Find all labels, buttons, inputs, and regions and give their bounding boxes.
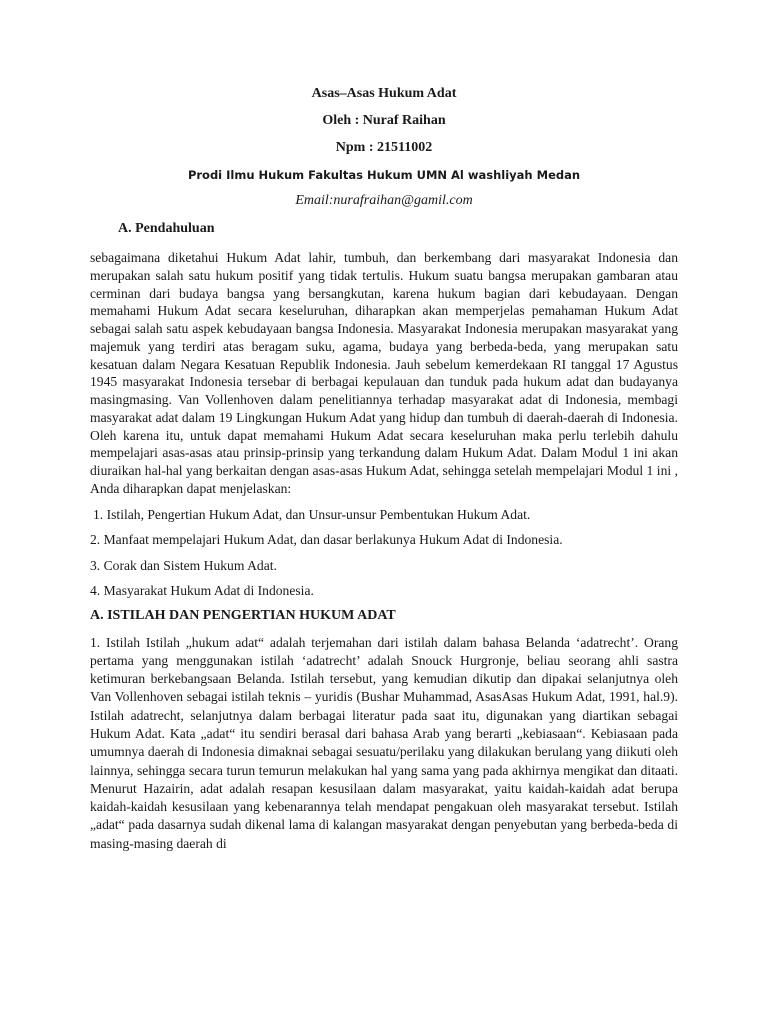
list-item: 4. Masyarakat Hukum Adat di Indonesia. — [90, 583, 314, 598]
section-heading-pendahuluan: A. Pendahuluan — [118, 221, 215, 236]
email-line: Email:nurafraihan@gamil.com — [295, 193, 473, 208]
author-line: Oleh : Nuraf Raihan — [322, 113, 446, 128]
document-page — [90, 86, 678, 853]
list-item: 3. Corak dan Sistem Hukum Adat. — [90, 557, 277, 573]
intro-paragraph: sebagaimana diketahui Hukum Adat lahir, tumbuh, dan berkembang dari masyarakat Indonesia dan merupakan salah satu hukum positif yang tidak tertulis. Hukum suatu bangsa merupakan gambaran atau cerminan dari budaya bangsa yang bersangkutan, karena hukum bagian dari kebudayaan. Dengan memahami Hukum Adat secara keseluruhan, diharapkan akan memperjelas pemahaman Hukum Adat sebagai salah satu aspek kebudayaan bangsa Indonesia. Masyarakat Indonesia merupakan masyarakat yang majemuk yang terdiri atas beragam suku, agama, budaya yang berbeda-beda, yang merupakan satu kesatuan dalam Negara Kesatuan Republik Indonesia. Jauh sebelum kemerdekaan RI tanggal 17 Agustus 1945 masyarakat Indonesia tersebar di berbagai kepulauan dan tunduk pada hukum adat dan budayanya masingmasing. Van Vollenhoven dalam penelitiannya terhadap masyarakat adat di Indonesia, membagi masyarakat adat dalam 19 Lingkungan Hukum Adat yang hidup dan tumbuh di daerah-daerah di Indonesia. Oleh karena itu, untuk dapat memahami Hukum Adat secara keseluruhan maka perlu terlebih dahulu mempelajari asas-asas atau prinsip-prinsip yang terkandung dalam Hukum Adat. Dalam Modul 1 ini akan diuraikan hal-hal yang berkaitan dengan asas-asas Hukum Adat, sehingga setelah mempelajari Modul 1 ini , Anda diharapkan dapat menjelaskan: — [90, 250, 678, 496]
list-item: 2. Manfaat mempelajari Hukum Adat, dan dasar berlakunya Hukum Adat di Indonesia. — [90, 532, 563, 547]
section-heading-istilah: A. ISTILAH DAN PENGERTIAN HUKUM ADAT — [90, 607, 396, 623]
npm-line: Npm : 21511002 — [335, 140, 433, 155]
prodi-line: Prodi Ilmu Hukum Fakultas Hukum UMN Al washliyah Medan — [187, 168, 581, 182]
list-item: 1. Istilah, Pengertian Hukum Adat, dan Unsur-unsur Pembentukan Hukum Adat. — [93, 506, 531, 522]
istilah-paragraph: 1. Istilah Istilah „hukum adat“ adalah terjemahan dari istilah dalam bahasa Belanda ‘adatrecht’. Orang pertama yang menggunakan istilah ‘adatrecht’ adalah Snouck Hurgronje, beliau seorang ahli sastra ketimuran berkebangsaan Belanda. Istilah tersebut, yang kemudian dikutip dan dipakai selanjutnya oleh Van Vollenhoven sebagai istilah teknis – yuridis (Bushar Muhammad, AsasAsas Hukum Adat, 1991, hal.9). Istilah adatrecht, selanjutnya dalam berbagai literatur pada saat itu, digunakan yang diartikan sebagai Hukum Adat. Kata „adat“ itu sendiri berasal dari bahasa Arab yang berarti „kebiasaan“. Kebiasaan pada umumnya daerah di Indonesia dimaknai sebagai sesuatu/perilaku yang dilakukan berulang yang diikuti oleh lainnya, sehingga secara turun temurun melakukan hal yang sama yang pada akhirnya mengikat dan ditaati. Menurut Hazairin, adat adalah resapan kesusilaan dalam masyarakat, yaitu kaidah-kaidah adat berupa kaidah-kaidah kesusilaan yang kebenarannya telah mendapat pengakuan oleh masyarakat tersebut. Istilah „adat“ pada dasarnya sudah dikenal lama di kalangan masyarakat dengan penyebutan yang berbeda-beda di masing-masing daerah di — [90, 634, 678, 851]
document-title: Asas–Asas Hukum Adat — [311, 86, 457, 101]
